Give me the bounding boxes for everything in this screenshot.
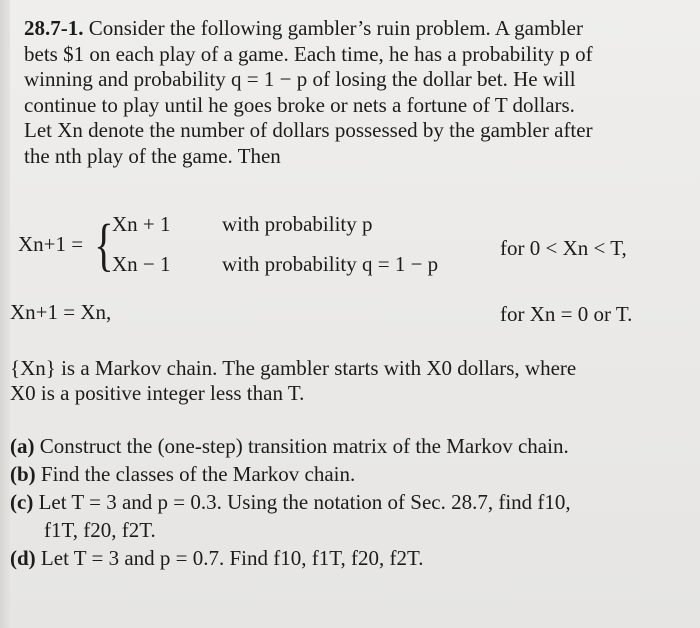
- part-c-label: (c): [10, 490, 34, 514]
- part-d-text: Let T = 3 and p = 0.7. Find f10, f1T, f20, f2T.: [40, 546, 424, 570]
- equation-lhs-2: Xn+1 = Xn,: [10, 300, 112, 324]
- part-a-label: (a): [10, 434, 35, 458]
- equation-prob-2: with probability q = 1 − p: [222, 252, 439, 276]
- intro-line-3: winning and probability q = 1 − p of losing the dollar bet. He will: [24, 67, 576, 91]
- markov-line-2: X0 is a positive integer less than T.: [10, 381, 305, 405]
- intro-line-2: bets $1 on each play of a game. Each time, he has a probability p of: [24, 41, 593, 66]
- part-c-text: Let T = 3 and p = 0.3. Using the notation of Sec. 28.7, find f10,: [38, 490, 571, 514]
- part-c: [10, 488, 571, 516]
- equation-lhs-1: Xn+1 =: [18, 232, 84, 256]
- part-d-label: (d): [10, 546, 36, 570]
- intro-line-1: Consider the following gambler’s ruin problem. A gambler: [88, 16, 583, 40]
- intro-line-5: Let Xn denote the number of dollars possessed by the gambler after: [24, 118, 593, 142]
- equation-prob-1: with probability p: [222, 212, 373, 236]
- equation-brace: {: [94, 212, 114, 277]
- part-b-text: Find the classes of the Markov chain.: [40, 462, 356, 486]
- part-a: [10, 432, 571, 460]
- intro-line-4: continue to play until he goes broke or nets a fortune of T dollars.: [24, 92, 575, 117]
- equation-condition-2: for Xn = 0 or T.: [500, 302, 633, 326]
- equation-case-1: Xn + 1: [112, 212, 171, 236]
- equation-condition-1: for 0 < Xn < T,: [500, 236, 627, 260]
- question-parts: [10, 432, 571, 572]
- part-c-continuation: [10, 516, 571, 544]
- problem-statement: [24, 16, 674, 169]
- part-b: [10, 460, 571, 488]
- markov-line-1: {Xn} is a Markov chain. The gambler starts with X0 dollars, where: [10, 356, 577, 380]
- markov-statement: [10, 356, 670, 406]
- equation-case-2: Xn − 1: [112, 252, 171, 276]
- problem-number: 28.7-1.: [24, 16, 84, 40]
- part-b-label: (b): [10, 462, 36, 486]
- part-a-text: Construct the (one-step) transition matrix of the Markov chain.: [39, 434, 569, 458]
- part-d: [10, 544, 571, 572]
- intro-line-6: the nth play of the game. Then: [24, 143, 281, 168]
- part-c-cont-text: f1T, f20, f2T.: [44, 518, 156, 542]
- page-spine-shadow: [0, 0, 10, 628]
